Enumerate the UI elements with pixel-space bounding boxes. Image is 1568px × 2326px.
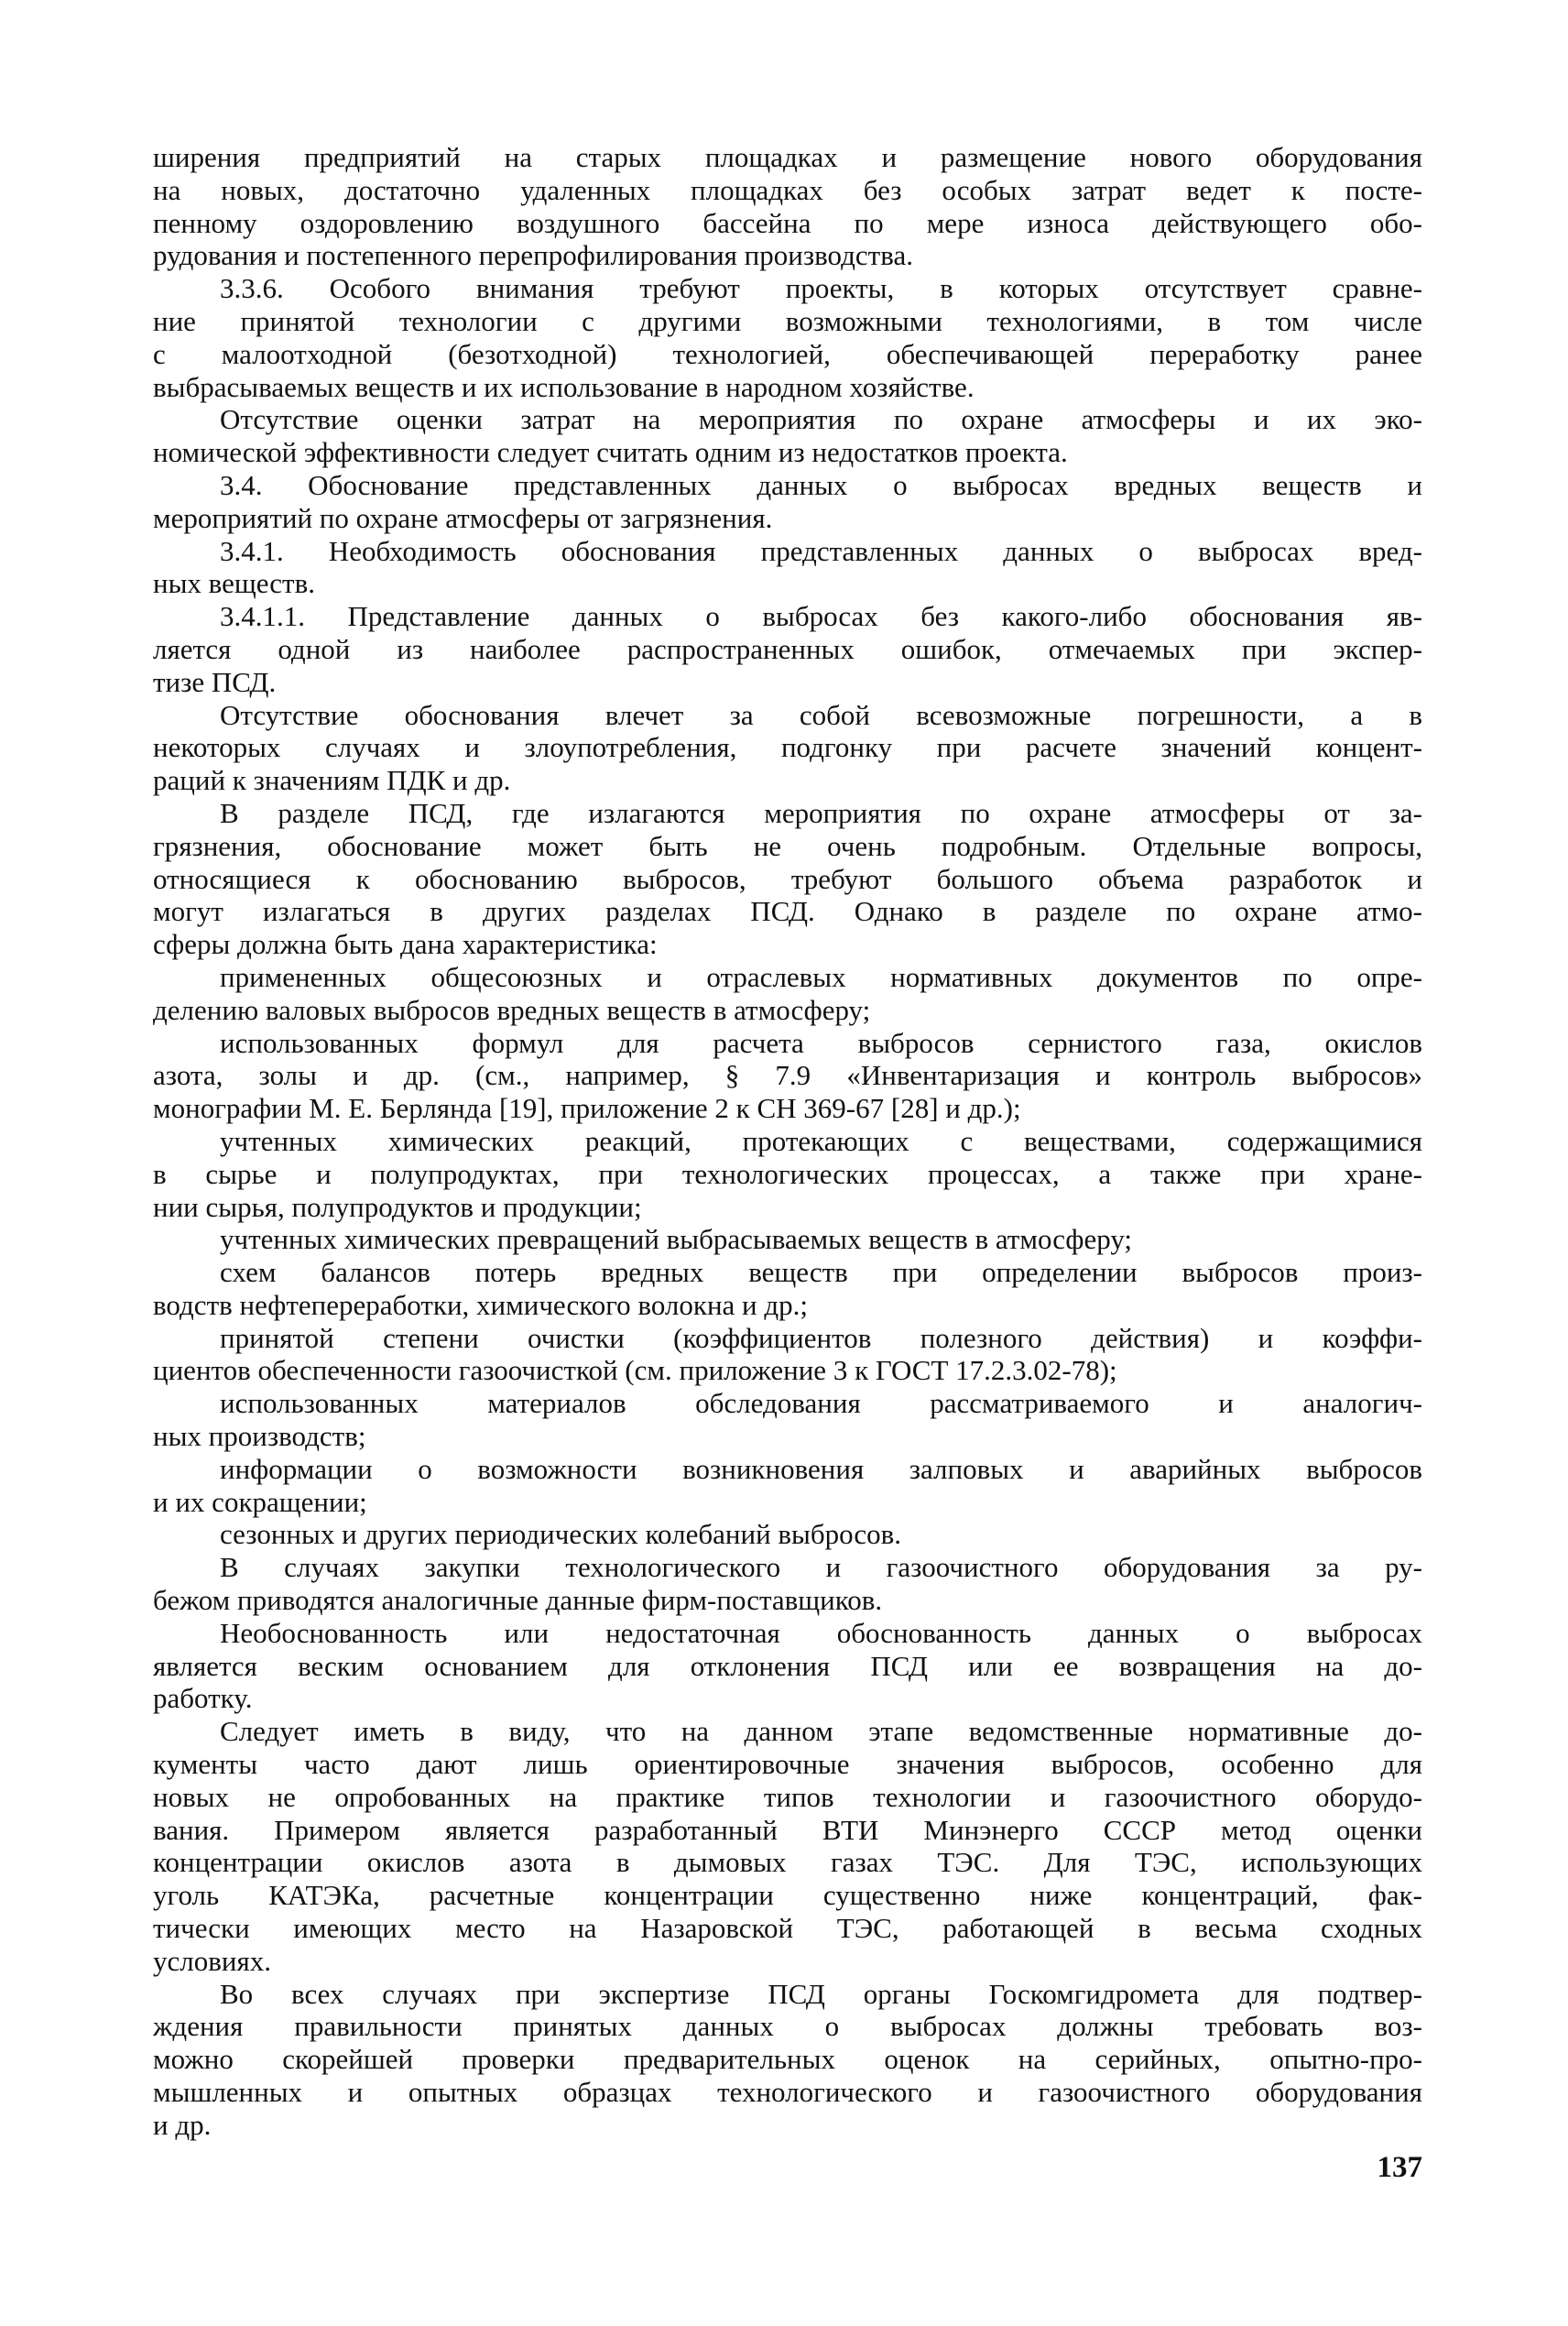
- text-line: вания. Примером является разработанный ВТИ Минэнерго СССР метод оценки: [153, 1813, 1422, 1846]
- text-line: 3.4.1. Необходимость обоснования представленных данных о выбросах вред-: [220, 534, 1422, 567]
- paragraph: [153, 535, 1422, 601]
- text-line: В случаях закупки технологического и газоочистного оборудования за ру-: [220, 1551, 1422, 1584]
- text-line: Отсутствие оценки затрат на мероприятия по охране атмосферы и их эко-: [220, 403, 1422, 436]
- text-line: можно скорейшей проверки предварительных оценок на серийных, опытно-про-: [153, 2043, 1422, 2076]
- text-line: азота, золы и др. (см., например, § 7.9 «Инвентаризация и контроль выбросов»: [153, 1059, 1422, 1092]
- page-body-text: [153, 141, 1422, 2142]
- paragraph: [153, 1715, 1422, 1977]
- text-line: водств нефтепереработки, химического волокна и др.;: [153, 1288, 809, 1321]
- text-line: циентов обеспеченности газоочисткой (см. приложение 3 к ГОСТ 17.2.3.02-78);: [153, 1354, 1117, 1387]
- text-line: раций к значениям ПДК и др.: [153, 764, 511, 797]
- text-line: ждения правильности принятых данных о выбросах должны требовать воз-: [153, 2010, 1422, 2043]
- text-line: схем балансов потерь вредных веществ при определении выбросов произ-: [220, 1256, 1422, 1289]
- paragraph: [153, 1453, 1422, 1519]
- text-line: нии сырья, полупродуктов и продукции;: [153, 1190, 642, 1223]
- text-line: кументы часто дают лишь ориентировочные значения выбросов, особенно для: [153, 1748, 1422, 1781]
- text-line: бежом приводятся аналогичные данные фирм-поставщиков.: [153, 1584, 883, 1617]
- paragraph: [153, 1125, 1422, 1223]
- text-line: выбрасываемых веществ и их использование в народном хозяйстве.: [153, 370, 975, 403]
- text-line: работку.: [153, 1682, 253, 1715]
- text-line: Следует иметь в виду, что на данном этапе ведомственные нормативные до-: [220, 1715, 1422, 1748]
- paragraph: [153, 600, 1422, 698]
- text-line: относящиеся к обоснованию выбросов, требуют большого объема разработок и: [153, 862, 1422, 895]
- text-line: условиях.: [153, 1944, 271, 1977]
- text-line: номической эффективности следует считать одним из недостатков проекта.: [153, 436, 1068, 469]
- paragraph: [153, 1027, 1422, 1125]
- paragraph: [153, 1978, 1422, 2142]
- text-line: рудования и постепенного перепрофилирования производства.: [153, 239, 913, 272]
- text-line: ных производств;: [153, 1420, 366, 1453]
- text-line: грязнения, обоснование может быть не очень подробным. Отдельные вопросы,: [153, 829, 1422, 862]
- paragraph: [153, 797, 1422, 961]
- paragraph: [153, 1617, 1422, 1715]
- text-line: является веским основанием для отклонения ПСД или ее возвращения на до-: [153, 1649, 1422, 1682]
- text-line: и их сокращении;: [153, 1485, 367, 1518]
- paragraph: [153, 403, 1422, 469]
- text-line: использованных формул для расчета выбросов сернистого газа, окислов: [220, 1026, 1422, 1059]
- text-line: сезонных и других периодических колебаний выбросов.: [220, 1518, 902, 1551]
- paragraph: [153, 1322, 1422, 1388]
- text-line: Отсутствие обоснования влечет за собой всевозможные погрешности, а в: [220, 698, 1422, 731]
- text-line: сферы должна быть дана характеристика:: [153, 928, 658, 961]
- text-line: уголь КАТЭКа, расчетные концентрации существенно ниже концентраций, фак-: [153, 1879, 1422, 1912]
- text-line: на новых, достаточно удаленных площадках без особых затрат ведет к посте-: [153, 173, 1422, 206]
- text-line: ляется одной из наиболее распространенных ошибок, отмечаемых при экспер-: [153, 632, 1422, 665]
- text-line: Во всех случаях при экспертизе ПСД органы Госкомгидромета для подтвер-: [220, 1977, 1422, 2010]
- text-line: учтенных химических превращений выбрасываемых веществ в атмосферу;: [220, 1223, 1133, 1256]
- paragraph: [153, 469, 1422, 535]
- text-line: мероприятий по охране атмосферы от загрязнения.: [153, 501, 773, 534]
- text-line: тически имеющих место на Назаровской ТЭС, работающей в весьма сходных: [153, 1912, 1422, 1945]
- text-line: пенному оздоровлению воздушного бассейна по мере износа действующего обо-: [153, 206, 1422, 239]
- text-line: и др.: [153, 2108, 212, 2141]
- text-line: принятой степени очистки (коэффициентов полезного действия) и коэффи-: [220, 1321, 1422, 1354]
- text-line: ширения предприятий на старых площадках и размещение нового оборудования: [153, 141, 1422, 173]
- text-line: ние принятой технологии с другими возможными технологиями, в том числе: [153, 304, 1422, 337]
- text-line: мышленных и опытных образцах технологического и газоочистного оборудования: [153, 2076, 1422, 2109]
- text-line: учтенных химических реакций, протекающих с веществами, содержащимися: [220, 1124, 1422, 1157]
- paragraph: [153, 141, 1422, 272]
- text-line: 3.4.1.1. Представление данных о выбросах без какого-либо обоснования яв-: [220, 600, 1422, 633]
- text-line: могут излагаться в других разделах ПСД. Однако в разделе по охране атмо-: [153, 895, 1422, 928]
- paragraph: [153, 961, 1422, 1027]
- text-line: примененных общесоюзных и отраслевых нормативных документов по опре-: [220, 960, 1422, 993]
- paragraph: [153, 1223, 1422, 1256]
- text-line: концентрации окислов азота в дымовых газах ТЭС. Для ТЭС, использующих: [153, 1846, 1422, 1879]
- text-line: ных веществ.: [153, 567, 315, 600]
- text-line: тизе ПСД.: [153, 665, 277, 698]
- paragraph: [153, 1387, 1422, 1453]
- text-line: с малоотходной (безотходной) технологией, обеспечивающей переработку ранее: [153, 337, 1422, 370]
- text-line: использованных материалов обследования рассматриваемого и аналогич-: [220, 1387, 1422, 1420]
- text-line: новых не опробованных на практике типов технологии и газоочистного оборудо-: [153, 1780, 1422, 1813]
- paragraph: [153, 1551, 1422, 1617]
- text-line: 3.4. Обоснование представленных данных о выбросах вредных веществ и: [220, 468, 1422, 501]
- paragraph: [153, 272, 1422, 403]
- text-line: монографии М. Е. Берлянда [19], приложение 2 к СН 369-67 [28] и др.);: [153, 1092, 1021, 1125]
- text-line: В разделе ПСД, где излагаются мероприятия по охране атмосферы от за-: [220, 796, 1422, 829]
- text-line: делению валовых выбросов вредных веществ в атмосферу;: [153, 993, 871, 1026]
- paragraph: [153, 1256, 1422, 1322]
- text-line: некоторых случаях и злоупотребления, подгонку при расчете значений концент-: [153, 731, 1422, 764]
- text-line: информации о возможности возникновения залповых и аварийных выбросов: [220, 1452, 1422, 1485]
- paragraph: [153, 699, 1422, 797]
- text-line: 3.3.6. Особого внимания требуют проекты, в которых отсутствует сравне-: [220, 272, 1422, 305]
- page-number: 137: [1377, 2151, 1422, 2184]
- text-line: в сырье и полупродуктах, при технологических процессах, а также при хране-: [153, 1157, 1422, 1190]
- paragraph: [153, 1518, 1422, 1551]
- text-line: Необоснованность или недостаточная обоснованность данных о выбросах: [220, 1616, 1422, 1649]
